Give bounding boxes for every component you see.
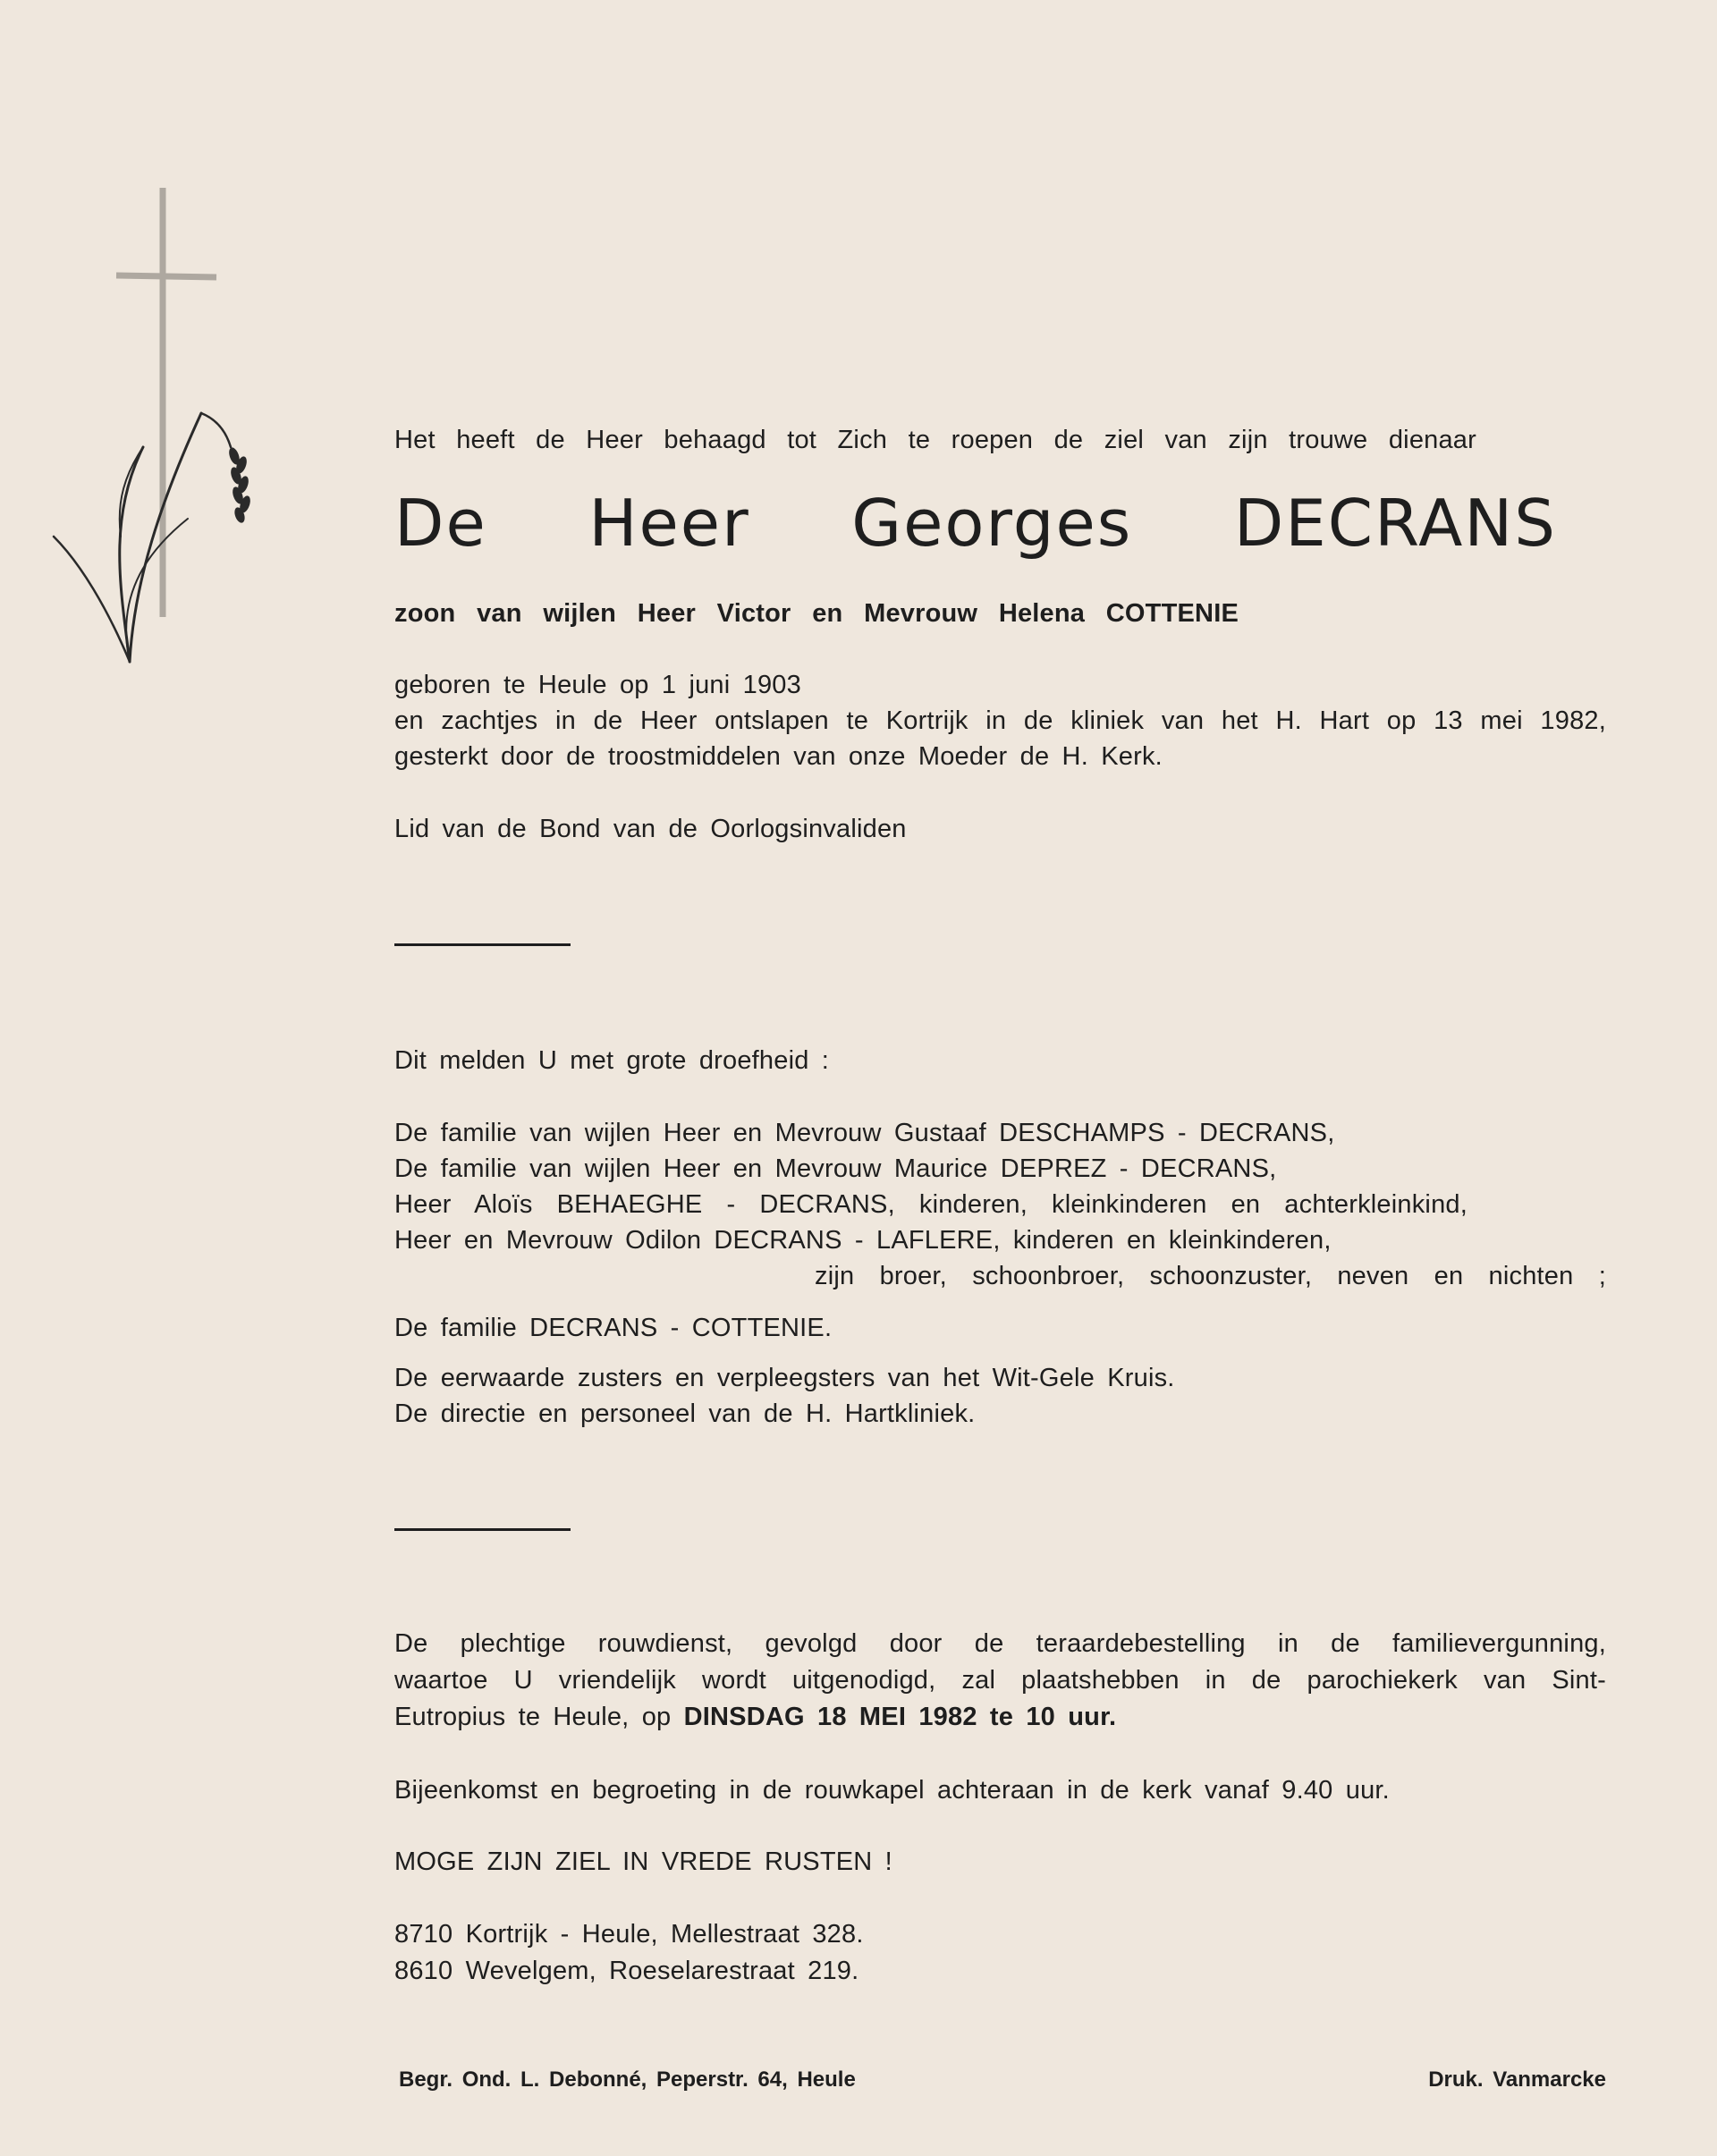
service-line: waartoe U vriendelijk wordt uitgenodigd, zal plaatshebben in de parochiekerk van Sint- xyxy=(394,1666,1606,1695)
announce-text: Dit melden U met grote droefheid : xyxy=(394,1046,830,1075)
family-line: De familie DECRANS - COTTENIE. xyxy=(394,1314,833,1342)
membership-text: Lid van de Bond van de Oorlogsinvaliden xyxy=(394,815,907,843)
wheat-icon xyxy=(54,413,231,662)
wheat-ear-icon xyxy=(227,446,252,524)
cross-wheat-icon xyxy=(36,179,268,680)
birth-text: geboren te Heule op 1 juni 1903 xyxy=(394,671,801,699)
service-date: DINSDAG 18 MEI 1982 te 10 uur. xyxy=(683,1703,1117,1731)
service-line-start: Eutropius te Heule, op xyxy=(394,1703,684,1731)
service-line xyxy=(394,1699,1116,1735)
family-line: De familie van wijlen Heer en Mevrouw Maurice DEPREZ - DECRANS, xyxy=(394,1154,1277,1183)
family-line: De eerwaarde zusters en verpleegsters van het Wit-Gele Kruis. xyxy=(394,1364,1175,1392)
printer-credit: Druk. Vanmarcke xyxy=(1428,2067,1606,2092)
family-line: Heer en Mevrouw Odilon DECRANS - LAFLERE, kinderen en kleinkinderen, xyxy=(394,1226,1332,1255)
deceased-name: De Heer Georges DECRANS xyxy=(394,486,1557,561)
family-line: De directie en personeel van de H. Hartkliniek. xyxy=(394,1399,976,1428)
divider-rule xyxy=(394,943,571,946)
intro-text: Het heeft de Heer behaagd tot Zich te roepen de ziel van zijn trouwe dienaar xyxy=(394,426,1476,454)
service-line: De plechtige rouwdienst, gevolgd door de teraardebestelling in de familievergunning, xyxy=(394,1629,1606,1658)
gathering-text: Bijeenkomst en begroeting in de rouwkapel achteraan in de kerk vanaf 9.40 uur. xyxy=(394,1776,1390,1805)
family-line: Heer Aloïs BEHAEGHE - DECRANS, kinderen, kleinkinderen en achterkleinkind, xyxy=(394,1190,1467,1219)
family-line: De familie van wijlen Heer en Mevrouw Gustaaf DESCHAMPS - DECRANS, xyxy=(394,1119,1335,1147)
death-text: en zachtjes in de Heer ontslapen te Kortrijk in de kliniek van het H. Hart op 13 mei 1982, xyxy=(394,706,1606,735)
address-line: 8610 Wevelgem, Roeselarestraat 219. xyxy=(394,1957,859,1985)
parents-text: zoon van wijlen Heer Victor en Mevrouw Helena COTTENIE xyxy=(394,599,1239,628)
divider-rule xyxy=(394,1528,571,1531)
undertaker-credit: Begr. Ond. L. Debonné, Peperstr. 64, Heule xyxy=(399,2067,856,2092)
family-line: zijn broer, schoonbroer, schoonzuster, neven en nichten ; xyxy=(815,1262,1606,1290)
address-line: 8710 Kortrijk - Heule, Mellestraat 328. xyxy=(394,1920,864,1949)
comfort-text: gesterkt door de troostmiddelen van onze Moeder de H. Kerk. xyxy=(394,742,1163,771)
cross-icon xyxy=(116,188,216,617)
prayer-text: MOGE ZIJN ZIEL IN VREDE RUSTEN ! xyxy=(394,1847,892,1876)
